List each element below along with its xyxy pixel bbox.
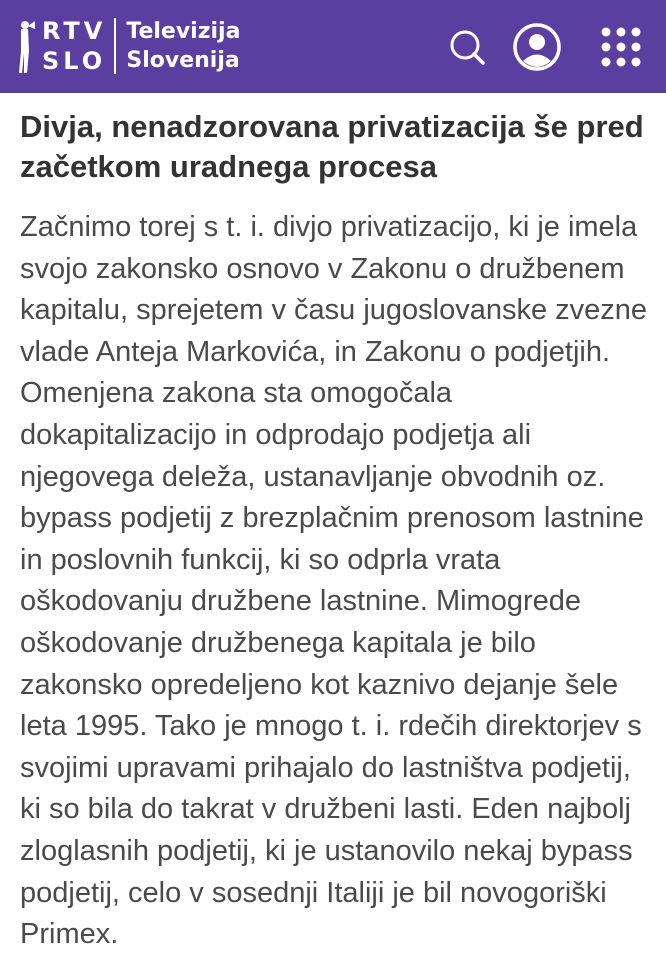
rtv-slo-logo[interactable] xyxy=(16,15,240,77)
logo-televizija-line: Televizija xyxy=(126,19,241,44)
account-button[interactable] xyxy=(510,20,564,74)
article-title: Divja, nenadzorovana privatizacija še pred začetkom uradnega procesa xyxy=(20,109,644,184)
grid-menu-icon xyxy=(598,24,644,70)
logo-slo-line: SLO xyxy=(42,47,107,75)
article-body: Začnimo torej s t. i. divjo privatizacijo, ki je imela svojo zakonsko osnovo v Zakonu o družbenem kapitalu, sprejetem v času jugoslovanske zvezne vlade Anteja Markovića, in Zakonu o podjetjih. Omenjena zakona sta omogočala dokapitalizacijo in odprodajo podjetja ali njegovega deleža, ustanavljanje obvodnih oz. bypass podjetij z brezplačnim prenosom lastnine in poslovnih funkcij, ki so odprla vrata oškodovanju družbene lastnine. Mimogrede oškodovanje družbenega kapitala je bilo zakonsko opredeljeno kot kaznivo dejanje šele leta 1995. Tako je mnogo t. i. rdečih direktorjev s svojimi upravami prihajalo do lastništva podjetij, ki so bila do takrat v družbeni lasti. Eden najbolj zloglasnih podjetij, ki je ustanovilo nekaj bypass podjetij, celo v sosednji Italiji je bil novogoriški Primex. xyxy=(20,211,648,951)
logo-rtv-line: RTV xyxy=(42,17,107,45)
menu-button[interactable] xyxy=(594,20,648,74)
search-button[interactable] xyxy=(440,20,494,74)
search-icon xyxy=(447,27,487,67)
logo-channel-text xyxy=(126,17,240,75)
logo-divider xyxy=(114,18,116,74)
logo-rtv-slo-text xyxy=(42,16,106,76)
trumpeter-logo-icon xyxy=(16,17,36,75)
user-account-icon xyxy=(512,22,562,72)
logo-slovenija-line: Slovenija xyxy=(126,48,240,73)
article xyxy=(20,107,650,956)
top-header xyxy=(0,0,666,93)
